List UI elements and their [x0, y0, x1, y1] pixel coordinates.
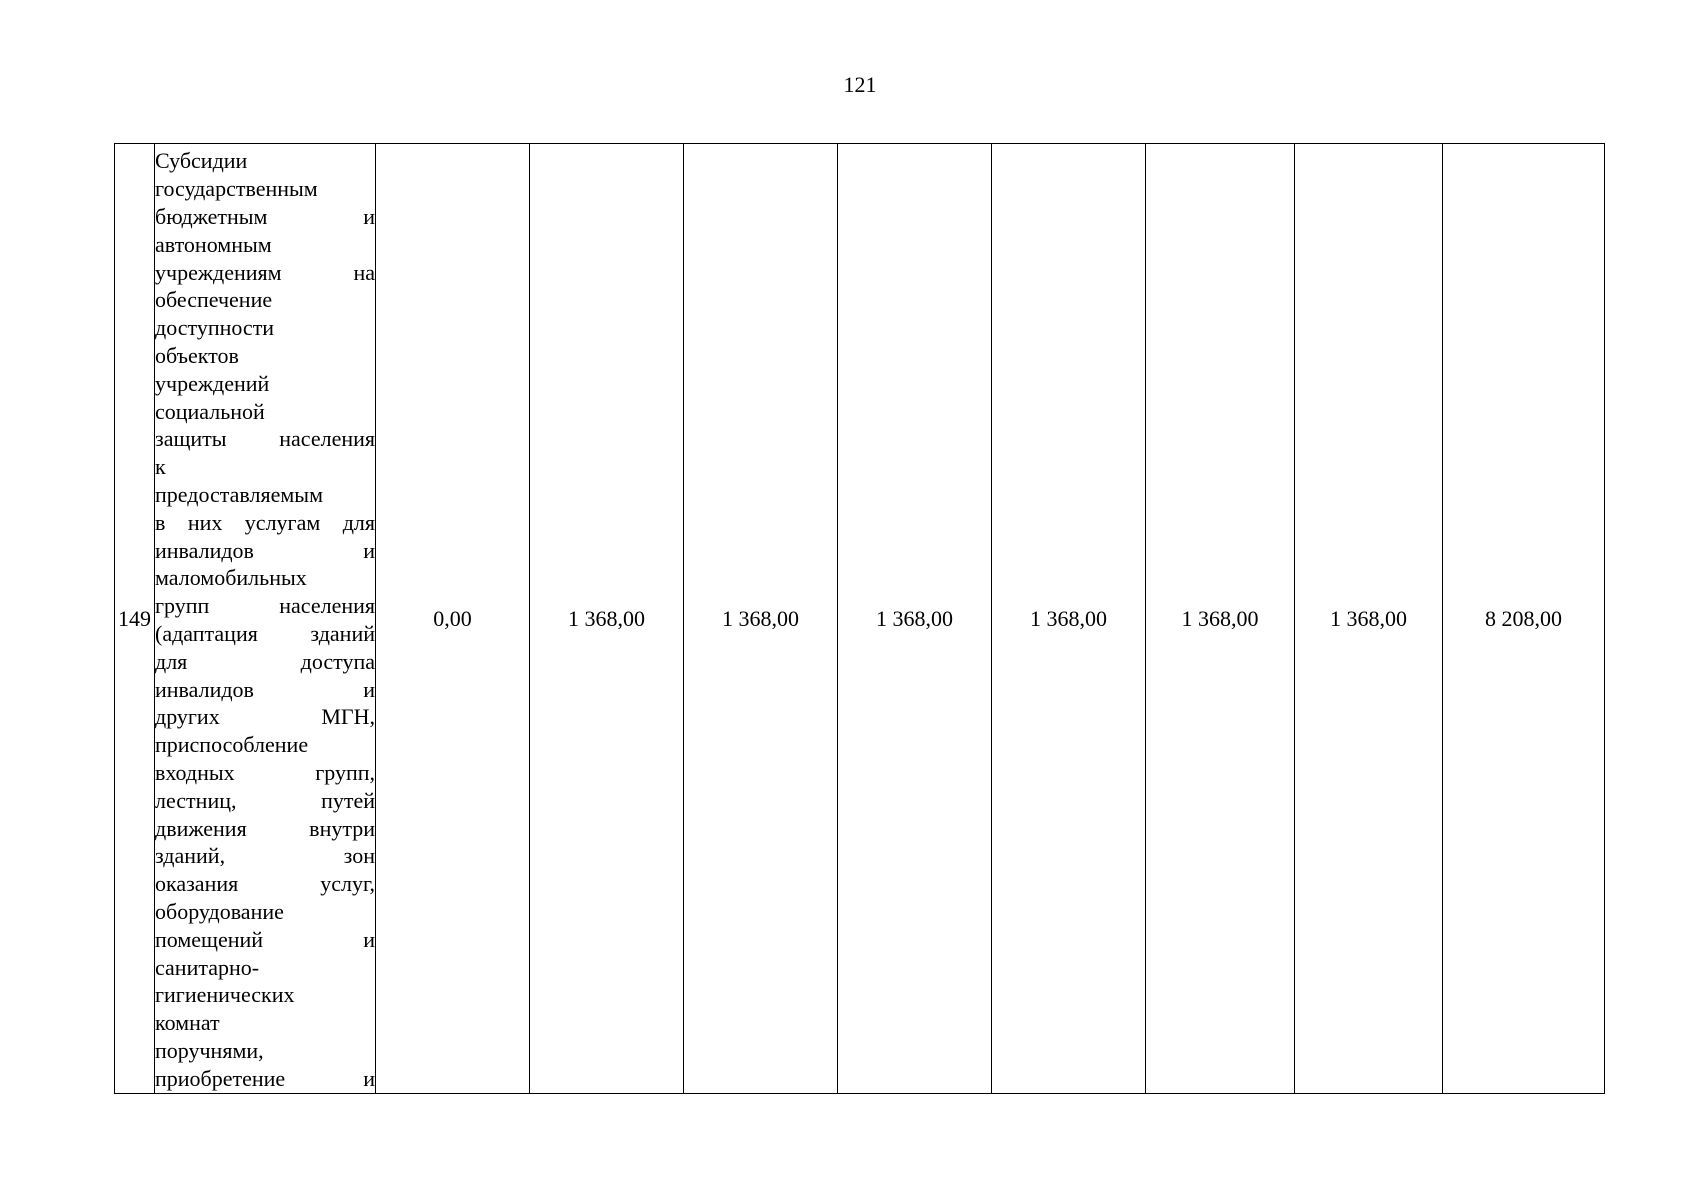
description-line: гигиенических [155, 982, 295, 1008]
description-line: учреждениям на [155, 259, 375, 285]
description-line: учреждений [155, 370, 270, 396]
description-line: защиты населения [155, 426, 375, 452]
budget-table [114, 143, 1605, 1094]
description-line: помещений и [155, 926, 375, 952]
description-line: к [155, 454, 166, 480]
row-description [155, 144, 376, 1094]
description-line: оборудование [155, 898, 284, 924]
description-line: государственным [155, 176, 318, 202]
description-line: лестниц, путей [155, 787, 375, 813]
row-index: 149 [115, 144, 155, 1094]
value-cell: 1 368,00 [684, 144, 838, 1094]
description-line: бюджетным и [155, 204, 375, 230]
description-line: Субсидии [155, 148, 248, 174]
description-line: оказания услуг, [155, 871, 375, 897]
value-cell: 1 368,00 [838, 144, 992, 1094]
table-row [115, 144, 1605, 1094]
description-line: других МГН, [155, 704, 375, 730]
description-line: комнат [155, 1010, 220, 1036]
description-line: объектов [155, 343, 239, 369]
description-line: в них услугам для [155, 509, 375, 535]
page-number: 121 [843, 72, 877, 97]
description-line: автономным [155, 231, 272, 257]
description-line: приобретение и [155, 1065, 375, 1091]
value-cell: 1 368,00 [992, 144, 1146, 1094]
description-line: инвалидов и [155, 537, 375, 563]
value-cell: 1 368,00 [1146, 144, 1295, 1094]
value-cell: 1 368,00 [1295, 144, 1443, 1094]
description-text [155, 147, 375, 1092]
description-line: санитарно- [155, 954, 260, 980]
value-cell: 1 368,00 [530, 144, 684, 1094]
description-line: обеспечение [155, 287, 273, 313]
description-line: предоставляемым [155, 482, 323, 508]
description-line: (адаптация зданий [155, 621, 375, 646]
description-line: движения внутри [155, 815, 375, 841]
value-cell: 0,00 [376, 144, 530, 1094]
description-line: зданий, зон [155, 843, 375, 869]
description-line: групп населения [155, 593, 375, 619]
description-line: инвалидов и [155, 676, 375, 702]
description-line: социальной [155, 398, 265, 424]
total-cell: 8 208,00 [1443, 144, 1605, 1094]
description-line: маломобильных [155, 565, 307, 591]
description-line: поручнями, [155, 1037, 264, 1063]
description-line: для доступа [155, 648, 375, 674]
description-line: приспособление [155, 732, 309, 758]
description-line: доступности [155, 315, 275, 341]
description-line: входных групп, [155, 759, 375, 785]
